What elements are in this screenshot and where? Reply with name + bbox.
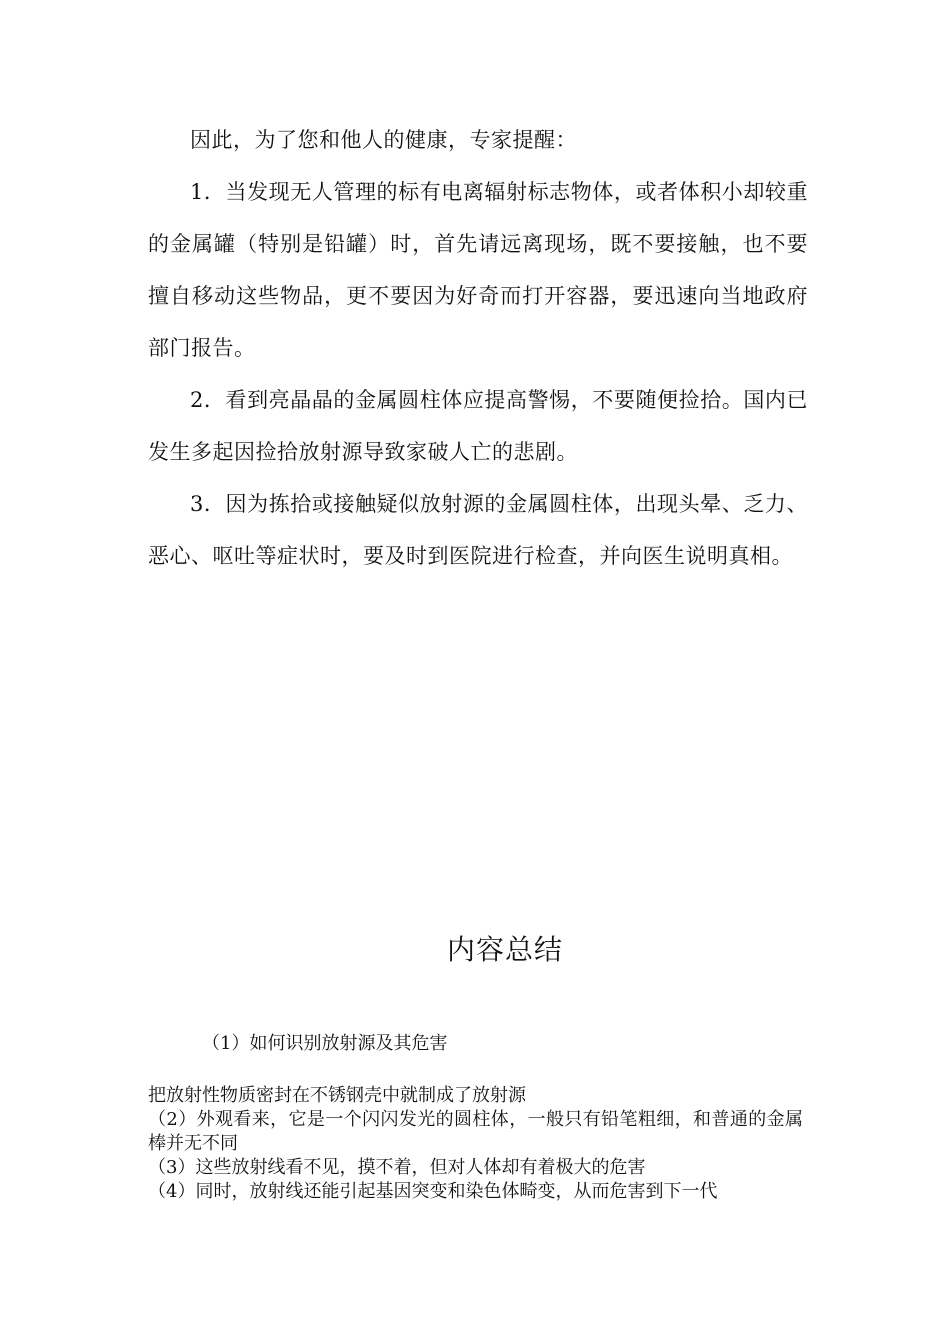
summary-line: 把放射性物质密封在不锈钢壳中就制成了放射源 (148, 1085, 526, 1106)
summary-item-1: （1）如何识别放射源及其危害 (202, 1033, 448, 1054)
summary-line: （4）同时，放射线还能引起基因突变和染色体畸变，从而危害到下一代 (148, 1181, 718, 1202)
advice-section (148, 114, 808, 582)
advice-point-1: 1．当发现无人管理的标有电离辐射标志物体，或者体积小却较重的金属罐（特别是铅罐）时，首先请远离现场，既不要接触，也不要擅自移动这些物品，更不要因为好奇而打开容器，要迅速向当地政府部门报告。 (148, 180, 808, 360)
summary-line: （2）外观看来，它是一个闪闪发光的圆柱体，一般只有铅笔粗细，和普通的金属棒并无不同 (148, 1109, 803, 1154)
advice-point-2: 2．看到亮晶晶的金属圆柱体应提高警惕，不要随便捡拾。国内已发生多起因捡拾放射源导致家破人亡的悲剧。 (148, 388, 808, 464)
summary-section (148, 1032, 803, 1204)
summary-line: （3）这些放射线看不见，摸不着，但对人体却有着极大的危害 (148, 1157, 646, 1178)
intro-paragraph: 因此，为了您和他人的健康，专家提醒： (190, 128, 577, 152)
summary-title: 内容总结 (446, 933, 563, 966)
advice-point-3: 3．因为拣拾或接触疑似放射源的金属圆柱体，出现头晕、乏力、恶心、呕吐等症状时，要及时到医院进行检查，并向医生说明真相。 (148, 492, 808, 568)
